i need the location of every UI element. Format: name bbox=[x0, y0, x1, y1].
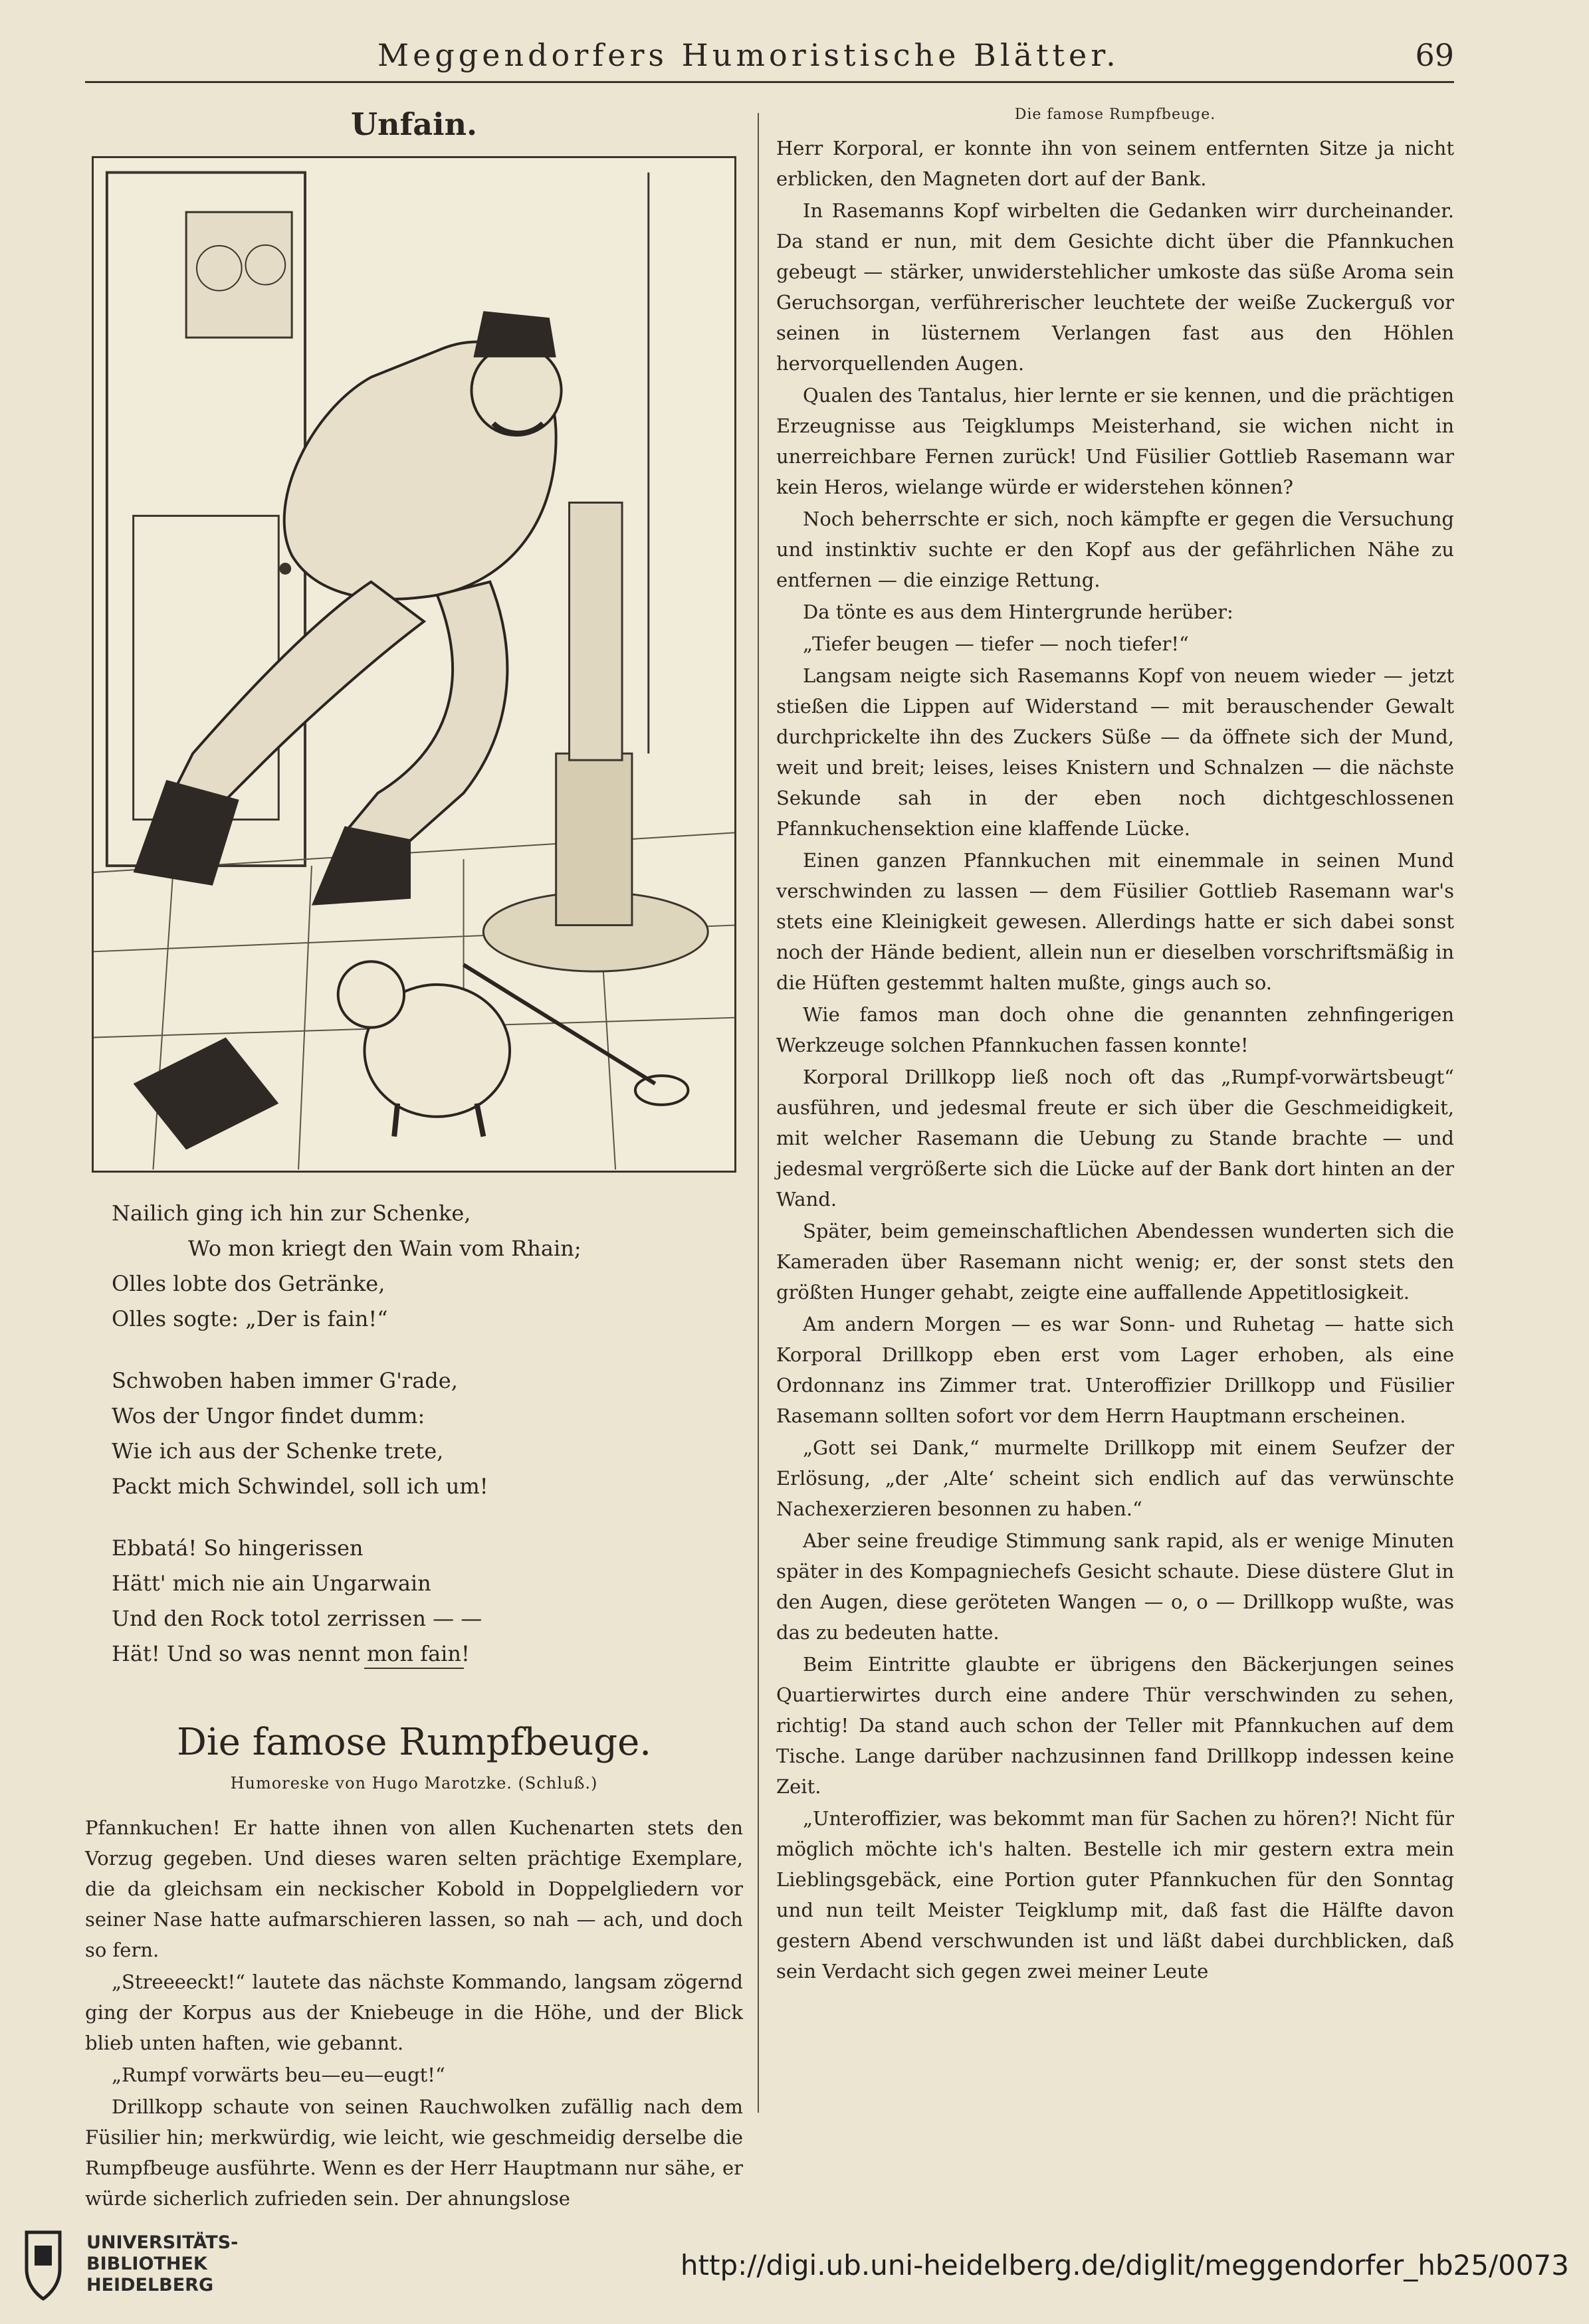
page-number: 69 bbox=[1415, 37, 1454, 73]
library-name-line: UNIVERSITÄTS- bbox=[86, 2232, 239, 2253]
story-paragraph: Am andern Morgen — es war Sonn- und Ruhetag — hatte sich Korporal Drillkopp eben erst vom Lager erhoben, als eine Ordonnanz ins Zimmer trat. Unteroffizier Drillkopp und Füsilier Rasemann sollten sofort vor dem Herrn Hauptmann erscheinen. bbox=[776, 1313, 1454, 1427]
poem-stanza bbox=[112, 1363, 710, 1504]
poem-line: Hätt' mich nie ain Ungarwain bbox=[112, 1571, 431, 1596]
story-paragraph: „Rumpf vorwärts beu—eu—eugt!“ bbox=[112, 2064, 445, 2086]
cartoon-drawing bbox=[94, 158, 734, 1171]
story-paragraph: Qualen des Tantalus, hier lernte er sie kennen, und die prächtigen Erzeugnisse aus Teigklumps Meisterhand, sie wichen nicht in unerreichbare Fernen zurück! Und Füsilier Gottlieb Rasemann war kein Heros, wielange würde er widerstehen können? bbox=[776, 384, 1454, 498]
poem-stanza bbox=[112, 1196, 710, 1337]
right-column bbox=[776, 106, 1454, 1988]
poem-line: Wo mon kriegt den Wain vom Rhain; bbox=[188, 1236, 582, 1261]
poem-line: Nailich ging ich hin zur Schenke, bbox=[112, 1201, 471, 1226]
poem-line: Olles sogte: „Der is fain!“ bbox=[112, 1306, 388, 1331]
header-rule bbox=[85, 81, 1454, 83]
story-paragraph: „Tiefer beugen — tiefer — noch tiefer!“ bbox=[803, 632, 1189, 655]
story-paragraph: Korporal Drillkopp ließ noch oft das „Rumpf-vorwärtsbeugt“ ausführen, und jedesmal freute er sich über die Geschmeidigkeit, mit welcher Rasemann die Uebung zu Stande brachte — und jedesmal vergrößerte sich die Lücke auf der Bank dort hinten an der Wand. bbox=[776, 1066, 1454, 1210]
library-name-line: BIBLIOTHEK bbox=[86, 2254, 207, 2274]
poem-stanza bbox=[112, 1531, 710, 1672]
story-left-text bbox=[85, 1812, 743, 2215]
poem-line: Wie ich aus der Schenke trete, bbox=[112, 1438, 444, 1464]
poem-line: Hät! Und so was nennt mon fain! bbox=[112, 1641, 470, 1666]
story-paragraph: Aber seine freudige Stimmung sank rapid, als er wenige Minuten später in des Kompagniechefs Gesicht schaute. Diese düstere Glut in den Augen, diese geröteten Wangen — o, o — Drillkopp wußte, was das zu bedeuten hatte. bbox=[776, 1529, 1454, 1644]
source-url[interactable]: http://digi.ub.uni-heidelberg.de/diglit/meggendorfer_hb25/0073 bbox=[680, 2249, 1569, 2281]
story-paragraph: „Gott sei Dank,“ murmelte Drillkopp mit einem Seufzer der Erlösung, „der ‚Alte‘ scheint sich endlich auf das verwünschte Nachexerzieren besonnen zu haben.“ bbox=[776, 1436, 1454, 1520]
library-name bbox=[86, 2232, 238, 2296]
story-paragraph: „Streeeeckt!“ lautete das nächste Kommando, langsam zögernd ging der Korpus aus der Kniebeuge in die Höhe, und der Blick blieb unten haften, wie gebannt. bbox=[85, 1971, 743, 2054]
poem-line: Olles lobte dos Getränke, bbox=[112, 1271, 385, 1296]
page-header bbox=[85, 33, 1454, 80]
story-paragraph: Herr Korporal, er konnte ihn von seinem entfernten Sitze ja nicht erblicken, den Magneten dort auf der Bank. bbox=[776, 137, 1454, 190]
story-paragraph: Pfannkuchen! Er hatte ihnen von allen Kuchenarten stets den Vorzug gegeben. Und dieses waren selten prächtige Exemplare, die da gleichsam ein neckischer Kobold in Doppelgliedern vor seiner Nase hatte aufmarschieren lassen, so nah — ach, und doch so fern. bbox=[85, 1816, 743, 1961]
university-seal-icon bbox=[20, 2229, 66, 2302]
story-paragraph: Wie famos man doch ohne die genannten zehnfingerigen Werkzeuge solchen Pfannkuchen fassen konnte! bbox=[776, 1003, 1454, 1056]
digitization-footer bbox=[0, 2202, 1589, 2324]
cartoon-illustration bbox=[92, 156, 736, 1173]
poem-line: Ebbatá! So hingerissen bbox=[112, 1535, 364, 1561]
story-paragraph: Beim Eintritte glaubte er übrigens den Bäckerjungen seines Quartierwirtes durch eine andere Thür verschwinden zu sehen, richtig! Da stand auch schon der Teller mit Pfannkuchen auf dem Tische. Lange darüber nachzusinnen fand Drillkopp indessen keine Zeit. bbox=[776, 1653, 1454, 1798]
poem-line: Wos der Ungor findet dumm: bbox=[112, 1403, 425, 1428]
library-name-line: HEIDELBERG bbox=[86, 2275, 214, 2295]
story-paragraph: „Unteroffizier, was bekommt man für Sachen zu hören?! Nicht für möglich möchte ich's halten. Bestelle ich mir gestern extra mein Lieblingsgebäck, eine Portion guter Pfannkuchen für den Sonntag und nun teilt Meister Teigklump mit, daß fast die Hälfte davon gestern Abend verschwunden ist und läßt dabei durchblicken, daß sein Verdacht sich gegen zwei meiner Leute bbox=[776, 1807, 1454, 1983]
story-paragraph: Da tönte es aus dem Hintergrunde herüber: bbox=[803, 601, 1233, 623]
column-rule bbox=[758, 113, 759, 2113]
poem-title: Unfain. bbox=[350, 106, 478, 142]
story-paragraph: In Rasemanns Kopf wirbelten die Gedanken wirr durcheinander. Da stand er nun, mit dem Gesichte dicht über die Pfannkuchen gebeugt — stärker, unwiderstehlicher umkoste das süße Aroma sein Geruchsorgan, verführerischer leuchtete der weiße Zuckerguß vor seinen in lüsternem Verlangen fast aus den Höhlen hervorquellenden Augen. bbox=[776, 199, 1454, 375]
story-paragraph: Einen ganzen Pfannkuchen mit einemmale in seinen Mund verschwinden zu lassen — dem Füsilier Gottlieb Rasemann war's stets eine Kleinigkeit gewesen. Allerdings hatte er sich dabei sonst noch der Hände bedient, allein nun er dieselben vorschriftsmäßig in die Hüften gestemmt halten mußte, gings auch so. bbox=[776, 849, 1454, 994]
story-paragraph: Drillkopp schaute von seinen Rauchwolken zufällig nach dem Füsilier hin; merkwürdig, wie leicht, wie geschmeidig derselbe die Rumpfbeuge ausführte. Wenn es der Herr Hauptmann nur sähe, er würde sicherlich zufrieden sein. Der ahnungslose bbox=[85, 2095, 743, 2210]
story-title: Die famose Rumpfbeuge. bbox=[176, 1721, 652, 1764]
story-paragraph: Später, beim gemeinschaftlichen Abendessen wunderten sich die Kameraden über Rasemann nicht wenig; er, der sonst stets den größten Hunger gehabt, zeigte eine auffallende Appetitlosigkeit. bbox=[776, 1220, 1454, 1304]
left-column bbox=[85, 106, 743, 2210]
poem-line: Schwoben haben immer G'rade, bbox=[112, 1368, 458, 1393]
poem-line: Und den Rock totol zerrissen — — bbox=[112, 1606, 482, 1631]
story-paragraph: Noch beherrschte er sich, noch kämpfte er gegen die Versuchung und instinktiv suchte er den Kopf aus der gefährlichen Nähe zu entfernen — die einzige Rettung. bbox=[776, 508, 1454, 591]
story-subtitle: Humoreske von Hugo Marotzke. (Schluß.) bbox=[230, 1774, 598, 1792]
poem-body bbox=[112, 1196, 710, 1698]
story-paragraph: Langsam neigte sich Rasemanns Kopf von neuem wieder — jetzt stießen die Lippen auf Widerstand — mit berauschender Gewalt durchprickelte ihn des Zuckers Süße — da öffnete sich der Mund, weit und breit; leises, leises Knistern und Schnalzen — die nächste Sekunde sah in der eben noch dichtgeschlossenen Pfannkuchensektion eine klaffende Lücke. bbox=[776, 664, 1454, 840]
column-running-head: Die famose Rumpfbeuge. bbox=[1014, 106, 1216, 123]
running-title: Meggendorfers Humoristische Blätter. bbox=[377, 37, 1120, 73]
poem-line: Packt mich Schwindel, soll ich um! bbox=[112, 1474, 488, 1499]
section-divider bbox=[364, 1668, 464, 1669]
